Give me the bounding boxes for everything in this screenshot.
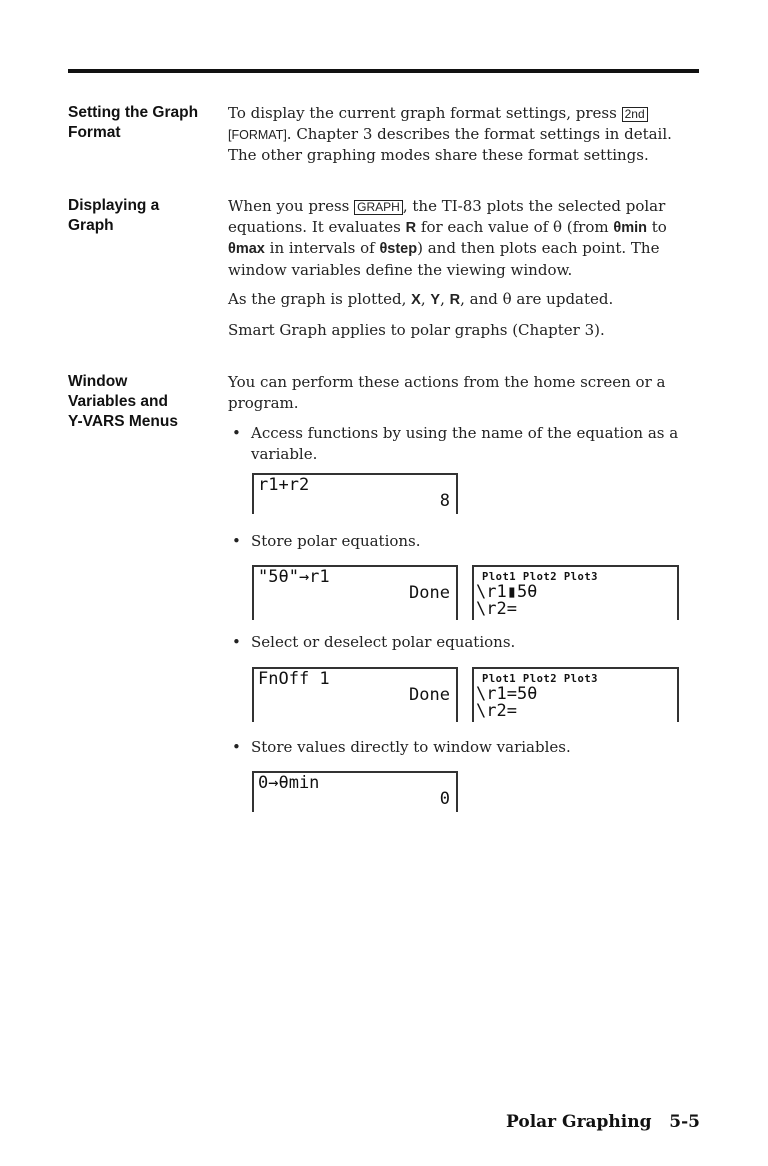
page-number: 5-5 <box>669 1112 700 1132</box>
paragraph: You can perform these actions from the home screen or a program. <box>228 373 666 412</box>
heading-line: Variables and <box>68 393 168 410</box>
list-item <box>228 632 703 653</box>
page-footer <box>506 1112 700 1132</box>
text: to <box>651 217 667 236</box>
section-body <box>228 103 703 175</box>
bullet-2 <box>228 531 703 552</box>
screen-border <box>456 565 458 620</box>
paragraph <box>228 103 703 166</box>
paragraph <box>228 196 703 280</box>
bullet-icon: • <box>232 738 241 756</box>
plot-header: Plot1 Plot2 Plot3 <box>482 673 598 685</box>
screen-line: r1+r2 <box>258 475 310 495</box>
text: Access functions by using the name of the equation as a variable. <box>251 424 679 463</box>
screen-border <box>677 667 679 722</box>
text: . Chapter 3 describes the format settings in detail. The other graphing modes share these format settings. <box>228 124 672 164</box>
section-heading <box>68 103 224 143</box>
screen-line: "5θ"→r1 <box>258 567 330 587</box>
calc-screen-2 <box>252 565 458 620</box>
screen-line: \r2= <box>476 599 517 619</box>
screen-border <box>677 565 679 620</box>
screen-line: \r1▮5θ <box>476 582 538 602</box>
plot-header: Plot1 Plot2 Plot3 <box>482 571 598 583</box>
bullet-1 <box>228 423 703 464</box>
screen-border <box>456 771 458 812</box>
bullet-4 <box>228 737 703 758</box>
screen-border <box>252 565 254 620</box>
list-item <box>228 531 703 552</box>
screen-border <box>472 565 474 620</box>
paragraph <box>228 289 703 311</box>
list-item <box>228 737 703 758</box>
var-thetamax: θmax <box>228 241 265 257</box>
screen-line: 0 <box>439 789 450 809</box>
key-format-label: [FORMAT] <box>228 127 287 142</box>
bullet-icon: • <box>232 532 241 550</box>
footer-title: Polar Graphing <box>506 1112 652 1132</box>
screen-border <box>252 473 254 514</box>
screen-border <box>252 771 254 812</box>
var-r: R <box>405 219 417 236</box>
section-body <box>228 372 703 422</box>
screen-line: Done <box>409 685 450 705</box>
text: , the TI-83 plots the selected polar equations. It evaluates <box>228 197 666 236</box>
screen-line: \r2= <box>476 701 517 721</box>
screen-border <box>252 667 254 722</box>
heading-line: Window <box>68 373 128 390</box>
text: Store values directly to window variables. <box>251 738 571 756</box>
heading-line: Format <box>68 124 121 141</box>
screen-line: 8 <box>439 491 450 511</box>
bullet-icon: • <box>232 424 241 442</box>
text: When you press <box>228 197 350 215</box>
text: As the graph is plotted, <box>228 290 407 308</box>
calc-screen-4 <box>252 667 458 722</box>
calc-screen-3 <box>472 565 679 620</box>
screen-line: FnOff 1 <box>258 669 330 689</box>
list-item <box>228 423 703 464</box>
section-heading <box>68 372 224 432</box>
var-r: R <box>449 292 461 308</box>
screen-line: Done <box>409 583 450 603</box>
text: for each value of θ (from <box>420 217 609 236</box>
text: , and θ are updated. <box>460 290 614 308</box>
var-x: X <box>411 292 421 308</box>
bullet-3 <box>228 632 703 653</box>
heading-line: Graph <box>68 217 114 234</box>
heading-line: Setting the Graph <box>68 104 199 121</box>
text: , <box>420 290 426 308</box>
screen-line: 0→θmin <box>258 773 320 793</box>
text: Select or deselect polar equations. <box>251 633 516 651</box>
key-2nd: 2nd <box>622 107 648 122</box>
calc-screen-1 <box>252 473 458 514</box>
text: To display the current graph format settings, press <box>228 104 617 122</box>
top-rule <box>68 69 699 73</box>
heading-line: Y-VARS Menus <box>68 413 178 430</box>
screen-line: \r1=5θ <box>476 684 538 704</box>
var-y: Y <box>430 292 441 308</box>
screen-border <box>472 667 474 722</box>
text: in intervals of <box>269 239 375 257</box>
bullet-icon: • <box>232 633 241 651</box>
calc-screen-5 <box>472 667 679 722</box>
screen-border <box>456 667 458 722</box>
var-thetastep: θstep <box>379 241 418 257</box>
section-heading <box>68 196 224 236</box>
calc-screen-6 <box>252 771 458 812</box>
heading-line: Displaying a <box>68 197 160 214</box>
text: , <box>440 290 445 308</box>
text: ) and then plots each point. The window variables define the viewing window. <box>228 239 660 279</box>
key-graph: GRAPH <box>354 200 403 215</box>
section-body <box>228 196 703 349</box>
paragraph: Smart Graph applies to polar graphs (Chapter 3). <box>228 320 605 339</box>
var-thetamin: θmin <box>613 219 647 236</box>
text: Store polar equations. <box>251 532 421 550</box>
screen-border <box>456 473 458 514</box>
